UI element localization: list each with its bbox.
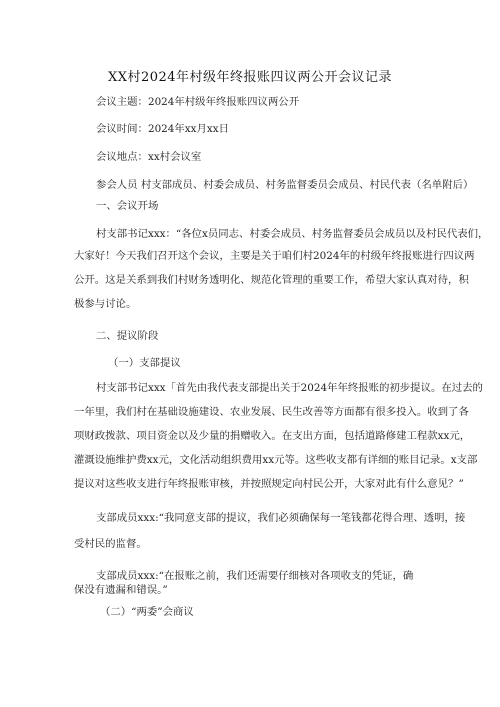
meeting-place: 会议地点：xx村会议室 bbox=[96, 151, 202, 163]
meeting-topic: 会议主题：2024年村级年终报账四议两公开 bbox=[96, 96, 300, 108]
paragraph-line: 一年里，我们村在基础设施建设、农业发展、民生改善等方面都有很多投入。收到了各 bbox=[74, 406, 469, 418]
meeting-attendees: 参会人员 村支部成员、村委会成员、村务监督委员会成员、村民代表（名单附后） bbox=[96, 179, 474, 191]
paragraph-line: 村支部书记xxx「首先由我代表支部提出关于2024年年终报账的初步提议。在过去的 bbox=[96, 382, 483, 394]
subsection-heading: （二）“两委”会商议 bbox=[100, 606, 194, 618]
paragraph-line: 保没有遗漏和错误。” bbox=[74, 584, 168, 596]
paragraph-line: 大家好！今天我们召开这个会议，主要是关于咱们村2024年的村级年终报账进行四议两 bbox=[74, 250, 475, 262]
paragraph-line: 公开。这是关系到我们村财务透明化、规范化管理的重要工作，希望大家认真对待，积 bbox=[74, 274, 469, 286]
paragraph-line: 项财政拨款、项目资金以及少量的捐赠收入。在支出方面，包括道路修建工程款xx元， bbox=[74, 430, 471, 442]
paragraph-line: 极参与讨论。 bbox=[74, 298, 137, 310]
subsection-heading: （一）支部提议 bbox=[108, 357, 181, 369]
paragraph-line: 受村民的监督。 bbox=[74, 538, 147, 550]
document-title: XX村2024年村级年终报账四议两公开会议记录 bbox=[107, 70, 393, 85]
section-heading: 二、提议阶段 bbox=[96, 330, 159, 342]
meeting-time: 会议时间：2024年xx月xx日 bbox=[96, 123, 230, 135]
paragraph-line: 支部成员xxx:“在报账之前，我们还需要仔细核对各项收支的凭证，确 bbox=[96, 570, 414, 582]
paragraph-line: 灌溉设施维护费xx元，文化活动组织费用xx元等。这些收支都有详细的账目记录。x支部 bbox=[74, 454, 478, 466]
paragraph-line: 支部成员xxx:“我同意支部的提议，我们必须确保每一笔钱都花得合理、透明，接 bbox=[96, 512, 466, 524]
paragraph-line: 村支部书记xxx：“各位x员同志、村委会成员、村务监督委员会成员以及村民代表们， bbox=[96, 228, 489, 240]
paragraph-line: 提议对这些收支进行年终报账审核，并按照规定向村民公开，大家对此有什么意见？” bbox=[74, 478, 464, 490]
section-heading: 一、会议开场 bbox=[96, 200, 159, 212]
